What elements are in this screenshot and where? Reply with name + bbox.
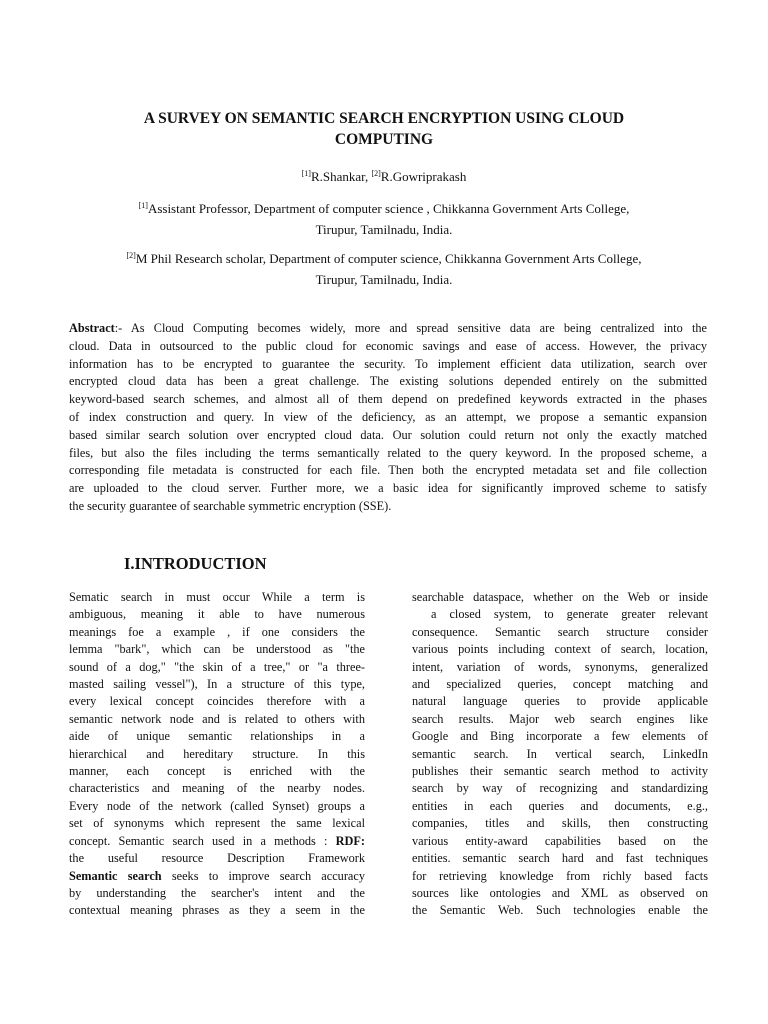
body-line: intent, variation of words, synonyms, generalized	[412, 659, 708, 674]
body-line: search by way of recognizing and standardizing	[412, 781, 708, 796]
body-line: natural language queries to provide applicable	[412, 694, 708, 709]
affiliation-2	[70, 249, 698, 290]
body-line: semantic network node and is related to others with	[69, 711, 365, 726]
body-line: semantic search. In vertical search, LinkedIn	[412, 746, 708, 761]
body-line: various points including context of search, location,	[412, 642, 708, 657]
semantic-search-term: Semantic search	[69, 868, 162, 883]
body-line-text: seeks to improve search accuracy	[161, 868, 365, 883]
body-line: Sematic search in must occur While a term is	[69, 590, 365, 604]
body-line: hierarchical and hereditary structure. In this	[69, 746, 365, 761]
body-line: aide of unique semantic relationships in a	[69, 729, 365, 744]
body-line: the Semantic Web. Such technologies enable the	[412, 903, 708, 918]
body-line	[69, 833, 365, 850]
body-line-text: concept. Semantic search used in a methods :	[69, 833, 336, 848]
abstract-label: Abstract	[69, 321, 115, 335]
abstract-line: files, but also the files including the terms semantically related to the query keyword. In the proposed scheme, a	[69, 445, 707, 460]
rdf-term: RDF:	[335, 833, 365, 848]
author-list	[0, 168, 768, 186]
abstract-line: based similar search solution over encrypted cloud data. Our solution could return not only the exactly matched	[69, 427, 707, 442]
abstract-line: of index construction and query. In view of the deficiency, as an attempt, we propose a semantic expansion	[69, 409, 707, 424]
author1-affiliation-mark: [1]	[301, 169, 311, 178]
body-line: manner, each concept is enriched with the	[69, 764, 365, 779]
left-column	[69, 589, 365, 920]
body-line: Google and Bing incorporate a few elements of	[412, 729, 708, 744]
abstract-line: the security guarantee of searchable symmetric encryption (SSE).	[69, 498, 392, 513]
body-line: masted sailing vessel"), In a structure of this type,	[69, 677, 365, 692]
author1-name: R.Shankar,	[310, 169, 372, 184]
body-line: by understanding the searcher's intent and the	[69, 885, 365, 900]
body-line: contextual meaning phrases as they a seem in the	[69, 903, 365, 918]
affiliation-1-line-2: Tirupur, Tamilnadu, India.	[315, 221, 453, 237]
title-line-2: COMPUTING	[334, 131, 434, 148]
body-line: entities. semantic search hard and fast techniques	[412, 851, 708, 866]
abstract	[69, 320, 707, 516]
title-line-1: A SURVEY ON SEMANTIC SEARCH ENCRYPTION USING CLOUD	[143, 110, 625, 127]
affiliation-1	[70, 199, 698, 240]
body-line: sound of a dog," "the skin of a tree," or "a three-	[69, 659, 365, 674]
affiliation-2-mark: [2]	[126, 251, 136, 260]
section-heading-introduction: I.INTRODUCTION	[124, 554, 267, 573]
abstract-line-text: As Cloud Computing becomes widely, more and spread sensitive data are being centralized into the	[122, 321, 707, 335]
body-line: every lexical concept coincides therefore with a	[69, 694, 365, 709]
body-line: and specialized queries, concept matching and	[412, 677, 708, 692]
body-line: a closed system, to generate greater relevant	[431, 607, 708, 622]
abstract-line	[69, 320, 707, 338]
body-line: entities in each queries and documents, e.g.,	[412, 798, 708, 813]
body-line: the useful resource Description Framework	[69, 851, 365, 866]
abstract-line: information has to be encrypted to guarantee the security. To implement efficient data utilization, search over	[69, 356, 707, 371]
body-line: lemma "bark", which can be understood as "the	[69, 642, 365, 657]
abstract-line: keyword-based search schemes, and almost all of them depend on predefined keywords extracted in the phases	[69, 392, 707, 407]
body-line: publishes their semantic search method to activity	[412, 764, 708, 779]
body-line: for retrieving knowledge from richly based facts	[412, 868, 708, 883]
abstract-line: are uploaded to the cloud server. Further more, we a basic idea for significantly improved scheme to satisfy	[69, 481, 707, 496]
body-line: consequence. Semantic search structure consider	[412, 624, 708, 639]
body-line: ambiguous, meaning it able to have numerous	[69, 607, 365, 622]
affiliation-1-mark: [1]	[138, 201, 148, 210]
right-column	[412, 589, 708, 920]
author2-affiliation-mark: [2]	[371, 169, 381, 178]
affiliation-2-line-1: M Phil Research scholar, Department of computer science, Chikkanna Government Arts College,	[135, 251, 642, 266]
paper-title	[60, 108, 708, 150]
abstract-line: cloud. Data in outsourced to the public cloud for economic savings and ease of access. However, the privacy	[69, 338, 707, 353]
affiliation-1-line-1: Assistant Professor, Department of computer science , Chikkanna Government Arts College,	[147, 201, 630, 216]
affiliation-2-line-2: Tirupur, Tamilnadu, India.	[315, 271, 453, 287]
body-line: set of synonyms which represent the same lexical	[69, 816, 365, 831]
author2-name: R.Gowriprakash	[380, 169, 467, 184]
abstract-line: encrypted cloud data has been a great challenge. The existing solutions depended entirely on the submitted	[69, 374, 707, 389]
body-line	[69, 868, 365, 885]
body-line: meanings foe a example , if one considers the	[69, 624, 365, 639]
body-line: characteristics and meaning of the nearby nodes.	[69, 781, 365, 796]
body-line: companies, titles and skills, then constructing	[412, 816, 708, 831]
abstract-separator: :-	[114, 321, 123, 335]
abstract-line: corresponding file metadata is constructed for each file. Then both the encrypted metadata set and file collection	[69, 463, 707, 478]
body-line: various entity-award capabilities based on the	[412, 833, 708, 848]
body-line: searchable dataspace, whether on the Web or inside	[412, 590, 708, 604]
body-line: Every node of the network (called Synset) groups a	[69, 798, 365, 813]
body-line: sources like ontologies and XML as observed on	[412, 885, 708, 900]
body-line: search results. Major web search engines like	[412, 711, 708, 726]
